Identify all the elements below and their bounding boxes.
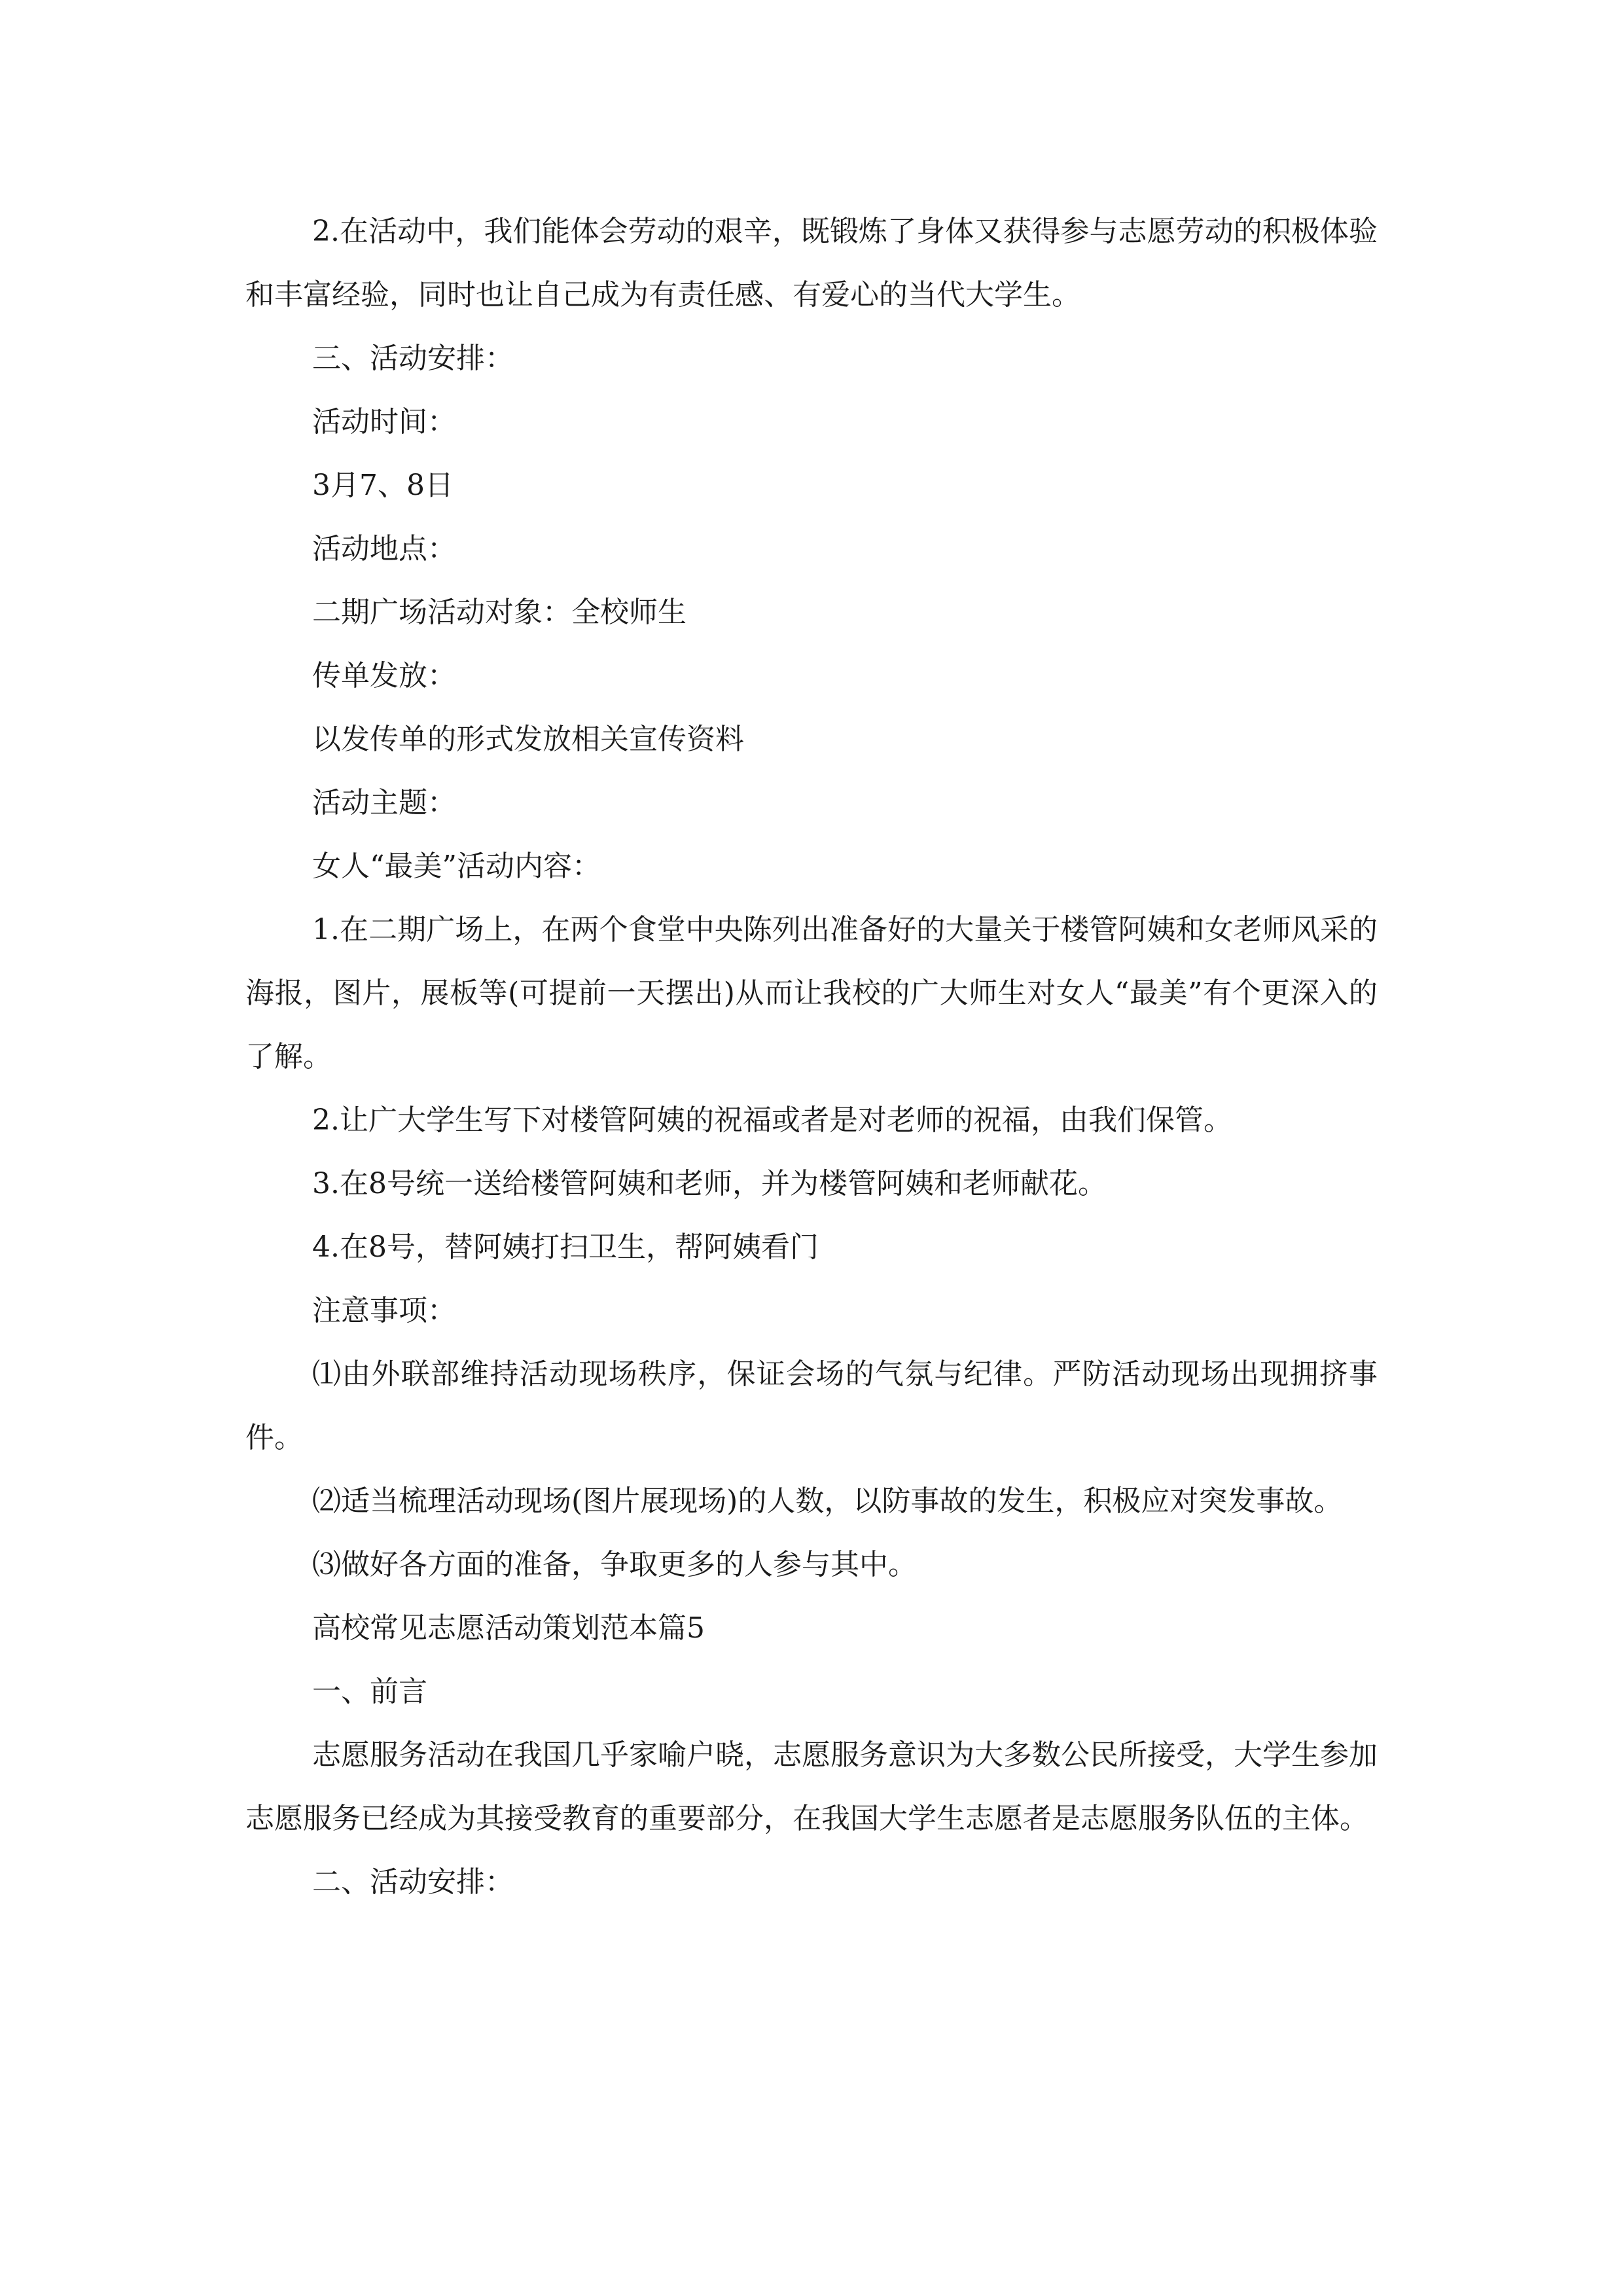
label-flyer-distribution: 传单发放：	[312, 659, 456, 692]
note-item-2: ⑵适当梳理活动现场(图片展现场)的人数，以防事故的发生，积极应对突发事故。	[312, 1484, 1343, 1518]
content-item-3: 3.在8号统一送给楼管阿姨和老师，并为楼管阿姨和老师献花。	[312, 1167, 1107, 1200]
label-activity-location: 活动地点：	[312, 532, 456, 565]
heading-activity-arrangement: 三、活动安排：	[312, 342, 514, 375]
content-item-4: 4.在8号，替阿姨打扫卫生，帮阿姨看门	[312, 1230, 819, 1264]
value-activity-theme: 女人“最美”活动内容：	[312, 850, 601, 883]
value-activity-location: 二期广场活动对象：全校师生	[312, 596, 687, 629]
paragraph-purpose-2: 2.在活动中，我们能体会劳动的艰辛，既锻炼了身体又获得参与志愿劳动的积极体验和丰富经验，同时也让自己成为有责任感、有爱心的当代大学生。	[245, 215, 1378, 312]
heading-preface: 一、前言	[312, 1675, 427, 1708]
heading-activity-arrangement-2: 二、活动安排：	[312, 1865, 514, 1899]
document-body	[245, 200, 1378, 1914]
note-item-1: ⑴由外联部维持活动现场秩序，保证会场的气氛与纪律。严防活动现场出现拥挤事件。	[245, 1357, 1378, 1454]
label-activity-theme: 活动主题：	[312, 786, 456, 819]
content-item-1: 1.在二期广场上，在两个食堂中央陈列出准备好的大量关于楼管阿姨和女老师风采的海报，图片，展板等(可提前一天摆出)从而让我校的广大师生对女人“最美”有个更深入的了解。	[245, 913, 1378, 1073]
note-item-3: ⑶做好各方面的准备，争取更多的人参与其中。	[312, 1548, 917, 1581]
preface-text: 志愿服务活动在我国几乎家喻户晓，志愿服务意识为大多数公民所接受，大学生参加志愿服务已经成为其接受教育的重要部分，在我国大学生志愿者是志愿服务队伍的主体。	[245, 1738, 1378, 1835]
value-activity-time: 3月7、8日	[312, 469, 454, 502]
content-item-2: 2.让广大学生写下对楼管阿姨的祝福或者是对老师的祝福，由我们保管。	[312, 1103, 1232, 1137]
label-activity-time: 活动时间：	[312, 405, 456, 439]
section-title-5: 高校常见志愿活动策划范本篇5	[312, 1611, 705, 1645]
value-flyer-distribution: 以发传单的形式发放相关宣传资料	[312, 723, 744, 756]
label-notes: 注意事项：	[312, 1294, 456, 1327]
